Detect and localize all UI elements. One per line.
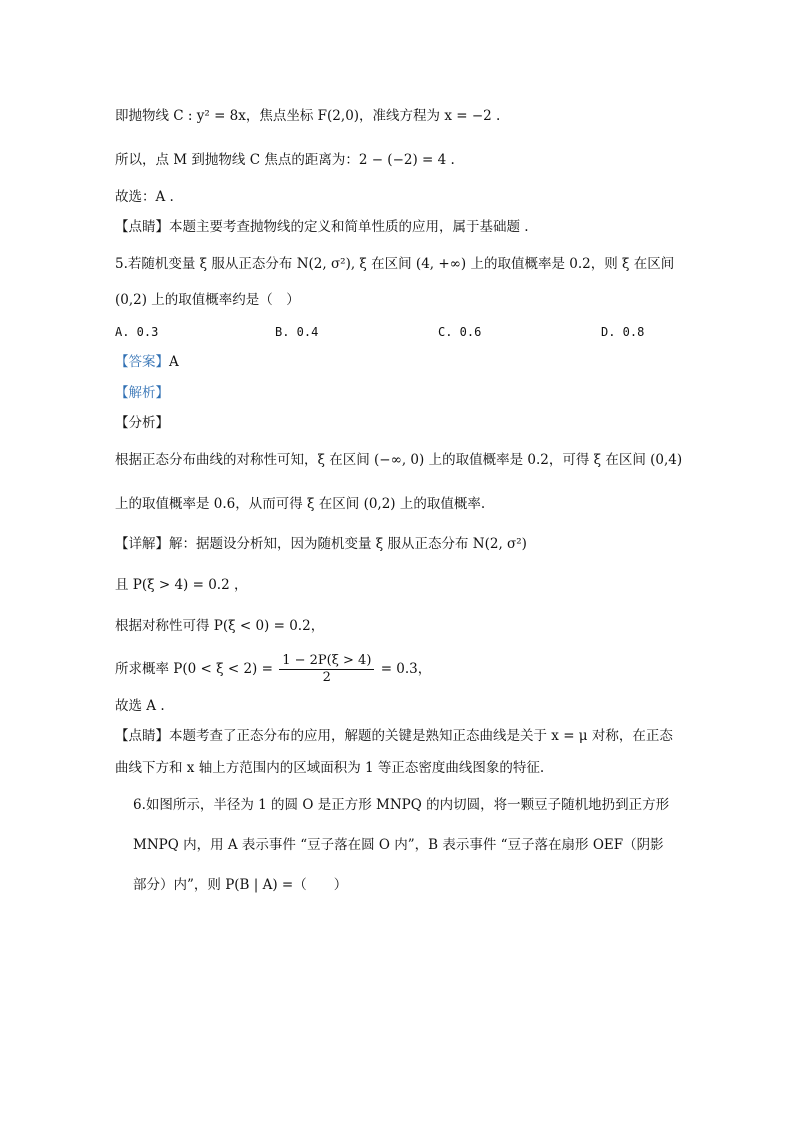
dianjing-text: 【点睛】本题考查了正态分布的应用，解题的关键是熟知正态曲线是关于 x = μ 对称，在正态 <box>115 728 673 744</box>
question-6-stem: 6.如图所示，半径为 1 的圆 O 是正方形 MNPQ 的内切圆，将一颗豆子随机地扔到正方形 <box>133 797 670 813</box>
formula-lhs: 所求概率 P(0 < ξ < 2) = <box>115 661 273 677</box>
detail-text: 故选 A . <box>115 698 165 714</box>
answer-tag: 【答案】 <box>115 354 169 370</box>
text-line: 故选：A . <box>115 189 174 205</box>
option-d: D. 0.8 <box>601 325 645 339</box>
question-5-stem: (0,2) 上的取值概率约是（ ） <box>115 292 300 308</box>
detail-formula-line <box>115 652 431 686</box>
detail-text: 且 P(ξ > 4) = 0.2 ， <box>115 577 248 593</box>
formula-rhs: = 0.3， <box>380 661 432 677</box>
option-a: A. 0.3 <box>115 325 159 339</box>
fenxi-tag: 【分析】 <box>115 415 169 431</box>
text-line: 所以，点 M 到抛物线 C 焦点的距离为：2 − (−2) = 4 . <box>115 152 455 168</box>
answer-line <box>115 352 179 372</box>
question-6-stem: 部分）内”，则 P(B | A) =（ ） <box>133 877 348 893</box>
fraction-denominator: 2 <box>322 670 331 685</box>
fraction <box>279 653 374 686</box>
fraction-numerator: 1 − 2P(ξ > 4) <box>279 653 374 670</box>
option-c: C. 0.6 <box>438 325 482 339</box>
detail-text: 根据对称性可得 P(ξ < 0) = 0.2， <box>115 618 325 634</box>
question-6-stem: MNPQ 内，用 A 表示事件 “豆子落在圆 O 内”，B 表示事件 “豆子落在扇形 OEF（阴影 <box>133 837 664 853</box>
fenxi-text: 上的取值概率是 0.6，从而可得 ξ 在区间 (0,2) 上的取值概率. <box>115 496 486 512</box>
option-b: B. 0.4 <box>275 325 319 339</box>
text-line: 即抛物线 C : y² = 8x，焦点坐标 F(2,0)，准线方程为 x = −2 . <box>115 108 501 124</box>
answer-value: A <box>169 354 179 370</box>
text-line: 【点睛】本题主要考查抛物线的定义和简单性质的应用，属于基础题 . <box>115 219 529 235</box>
question-5-stem: 5.若随机变量 ξ 服从正态分布 N(2, σ²), ξ 在区间 (4, +∞) 上的取值概率是 0.2，则 ξ 在区间 <box>115 256 675 272</box>
detail-text: 【详解】解：据题设分析知，因为随机变量 ξ 服从正态分布 N(2, σ²) <box>115 536 527 552</box>
analysis-tag: 【解析】 <box>115 385 169 401</box>
fenxi-text: 根据正态分布曲线的对称性可知，ξ 在区间 (−∞, 0) 上的取值概率是 0.2，可得 ξ 在区间 (0,4) <box>115 452 683 468</box>
dianjing-text: 曲线下方和 x 轴上方范围内的区域面积为 1 等正态密度曲线图象的特征. <box>115 760 545 776</box>
